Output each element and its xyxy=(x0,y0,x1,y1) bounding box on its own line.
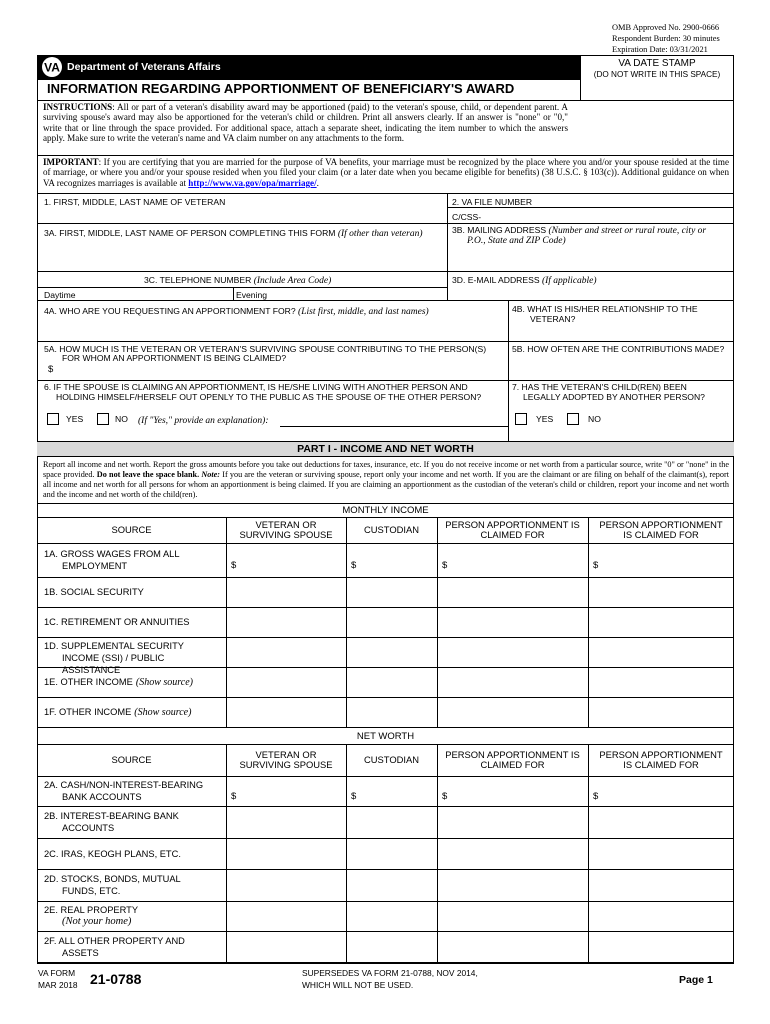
income-person-col-header xyxy=(437,520,588,541)
column-header-line: PERSON APPORTIONMENT IS xyxy=(445,748,580,760)
agency-name: Department of Veterans Affairs xyxy=(67,61,221,73)
row-label-line: INCOME (SSI) / PUBLIC ASSISTANCE xyxy=(62,653,165,675)
divider xyxy=(37,503,734,504)
networth-amount-input[interactable] xyxy=(590,933,732,961)
income-dollar-sign: $ xyxy=(593,560,599,571)
instructions-label: INSTRUCTIONS xyxy=(43,102,113,112)
row-rule xyxy=(37,667,734,668)
part1-title: PART I - INCOME AND NET WORTH xyxy=(297,443,474,455)
important-body: : If you are certifying that you are married for the purpose of VA benefits, your marriage must be recognized by the place where you and/or your spouse resided at the time of marriage, or where you and/or your spouse resided when you filed your claim (or a later date when you became eligible for benefits) (38 U.S.C. § 103(c)). Additional guidance on when VA recognizes marriages is available at xyxy=(43,157,729,188)
row-rule xyxy=(37,697,734,698)
footer-date: MAR 2018 xyxy=(38,980,78,990)
column-header-line: CUSTODIAN xyxy=(363,753,420,765)
field-5b-input[interactable] xyxy=(511,356,731,376)
part1-intro: Report all income and net worth. Report the gross amounts before you take out deductions for taxes, insurance, etc. If you do not receive income or net worth from a particular source, write "0" or "none" in the space provided. Do not leave the space blank. Note: If you are the veteran or surviving spouse, report only your income and net worth. If you are the claimant or are filing on behalf of the claimant(s), report all income and net worth for all persons for whom an apportionment is being claimed. If you are claiming an apportionment as the custodian of the veteran's child or children, report your income and net worth and the income and net worth of the child(ren). xyxy=(43,460,729,499)
instructions-text xyxy=(43,102,568,144)
divider xyxy=(37,271,734,272)
field-2-input[interactable] xyxy=(490,210,730,222)
networth-amount-input[interactable] xyxy=(228,933,344,961)
row-label-line: 2B. INTEREST-BEARING BANK xyxy=(44,811,179,821)
header-rule xyxy=(37,776,734,777)
column-header-line: VETERAN OR xyxy=(255,518,317,530)
column-header-line: PERSON APPORTIONMENT xyxy=(599,748,723,760)
column-header-line: PERSON APPORTIONMENT IS xyxy=(445,518,580,530)
field-6-label: 6. IF THE SPOUSE IS CLAIMING AN APPORTIONMENT, IS HE/SHE LIVING WITH ANOTHER PERSON AND xyxy=(44,382,468,392)
networth-row-label xyxy=(44,873,224,897)
row-rule xyxy=(37,637,734,638)
row-label-line: 1B. SOCIAL SECURITY xyxy=(44,587,144,597)
field-7-no-checkbox[interactable] xyxy=(567,413,579,425)
income-amount-input[interactable] xyxy=(348,579,435,605)
income-amount-input[interactable] xyxy=(439,699,586,725)
income-row-label xyxy=(44,616,224,628)
row-label-line: 2C. IRAS, KEOGH PLANS, ETC. xyxy=(44,848,181,859)
svg-text:VA: VA xyxy=(44,60,60,75)
income-row-label xyxy=(44,706,224,719)
networth-row-label xyxy=(44,935,224,959)
row-rule xyxy=(37,577,734,578)
divider xyxy=(37,380,734,381)
field-2-label: 2. VA FILE NUMBER xyxy=(452,197,533,207)
networth-dollar-sign: $ xyxy=(442,791,448,802)
field-4b-label-2: VETERAN? xyxy=(530,314,576,324)
field-5a-dollar: $ xyxy=(48,364,54,375)
divider xyxy=(37,341,734,342)
income-amount-input[interactable] xyxy=(590,579,732,605)
field-6-explanation-label: (If "Yes," provide an explanation): xyxy=(138,416,269,426)
row-label-line: FUNDS, ETC. xyxy=(62,886,121,896)
field-2-prefix: C/CSS- xyxy=(452,212,482,222)
divider xyxy=(447,193,448,300)
networth-amount-input[interactable] xyxy=(348,933,435,961)
income-row-label xyxy=(44,586,224,598)
income-amount-input[interactable] xyxy=(590,609,732,635)
stamp-note: (DO NOT WRITE IN THIS SPACE) xyxy=(593,70,721,79)
field-5a-label: 5A. HOW MUCH IS THE VETERAN OR VETERAN'S SURVIVING SPOUSE CONTRIBUTING TO THE PERSON(S) xyxy=(44,344,487,354)
net-worth-header: NET WORTH xyxy=(356,731,415,742)
networth-amount-input[interactable] xyxy=(590,871,732,899)
row-label-line: BANK ACCOUNTS xyxy=(62,792,142,802)
networth-amount-input[interactable] xyxy=(439,778,586,804)
field-5b-label: 5B. HOW OFTEN ARE THE CONTRIBUTIONS MADE? xyxy=(512,344,725,354)
income-amount-input[interactable] xyxy=(348,639,435,665)
income-amount-input[interactable] xyxy=(439,579,586,605)
email-input[interactable] xyxy=(450,287,730,299)
divider xyxy=(233,287,234,300)
field-4a-input[interactable] xyxy=(40,318,505,338)
omb-block xyxy=(612,22,720,55)
daytime-phone-input[interactable] xyxy=(80,288,230,299)
field-5a-label-2: FOR WHOM AN APPORTIONMENT IS BEING CLAIMED? xyxy=(62,353,287,363)
stamp-title: VA DATE STAMP xyxy=(618,58,696,69)
row-rule xyxy=(37,869,734,870)
income-amount-input[interactable] xyxy=(348,609,435,635)
column-header-line: CLAIMED FOR xyxy=(480,529,545,540)
networth-amount-input[interactable] xyxy=(348,840,435,867)
networth-amount-input[interactable] xyxy=(439,808,586,836)
row-label-line: 2F. ALL OTHER PROPERTY AND xyxy=(44,936,185,946)
divider xyxy=(447,207,734,208)
networth-dollar-sign: $ xyxy=(231,791,237,802)
monthly-income-header: MONTHLY INCOME xyxy=(342,505,429,516)
networth-amount-input[interactable] xyxy=(439,840,586,867)
income-amount-input[interactable] xyxy=(348,669,435,695)
income-amount-input[interactable] xyxy=(228,579,344,605)
field-3a-label: 3A. FIRST, MIDDLE, LAST NAME OF PERSON COMPLETING THIS FORM (If other than veteran) xyxy=(44,228,423,239)
important-rule xyxy=(37,193,734,194)
divider xyxy=(37,223,734,224)
row-label-line: 2A. CASH/NON-INTEREST-BEARING xyxy=(44,780,204,790)
networth-row-label xyxy=(44,904,224,928)
footer-va-form: VA FORM xyxy=(38,968,76,978)
networth-amount-input[interactable] xyxy=(228,871,344,899)
row-label-line: 2D. STOCKS, BONDS, MUTUAL xyxy=(44,874,181,884)
field-6-explanation-input[interactable] xyxy=(280,412,506,425)
income-amount-input[interactable] xyxy=(228,639,344,665)
field-3c-label: 3C. TELEPHONE NUMBER (Include Area Code) xyxy=(144,275,332,286)
column-header-line: VETERAN OR xyxy=(255,748,317,760)
row-label-note: (Show source) xyxy=(135,677,193,688)
important-label: IMPORTANT xyxy=(43,157,99,167)
field-1-input[interactable] xyxy=(40,208,445,221)
field-1-label: 1. FIRST, MIDDLE, LAST NAME OF VETERAN xyxy=(44,197,226,207)
income-amount-input[interactable] xyxy=(228,609,344,635)
networth-source-col-header xyxy=(37,755,226,766)
row-label-line: 1D. SUPPLEMENTAL SECURITY xyxy=(44,641,185,651)
income-dollar-sign: $ xyxy=(231,560,237,571)
instructions-body: : All or part of a veteran's disability award may be apportioned (paid) to the veteran's spouse, child, or dependent parent. A surviving spouse's award may also be apportioned for the veteran's child or children. Print all answers clearly. If an answer is "none" or "0," write that or line through the space provided. For additional space, attach a separate sheet, indicating the item number to which the answers apply. Make sure to write the veteran's name and VA claim number on any attachments to the form. xyxy=(43,102,568,144)
divider xyxy=(508,380,509,441)
row-rule xyxy=(37,901,734,902)
networth-amount-input[interactable] xyxy=(228,903,344,929)
row-label-line: ACCOUNTS xyxy=(62,823,115,833)
title-rule xyxy=(37,100,734,101)
marriage-link[interactable]: http://www.va.gov/opa/marriage/ xyxy=(188,177,317,188)
row-label-line: (Not your home) xyxy=(62,916,132,927)
divider xyxy=(37,744,734,745)
row-label-note: (Show source) xyxy=(134,707,192,718)
row-label-line: 2E. REAL PROPERTY xyxy=(44,905,139,915)
income-amount-input[interactable] xyxy=(348,699,435,725)
instructions-rule xyxy=(37,155,734,156)
field-6-explanation-line xyxy=(280,426,508,427)
income-row-label xyxy=(44,640,224,676)
row-rule xyxy=(37,931,734,932)
income-row-label xyxy=(44,676,224,689)
networth-amount-input[interactable] xyxy=(348,871,435,899)
income-amount-input[interactable] xyxy=(348,545,435,575)
daytime-label: Daytime xyxy=(44,290,76,300)
divider xyxy=(37,300,734,301)
field-7-yes-label: YES xyxy=(536,414,554,424)
form-number: 21-0788 xyxy=(90,971,142,987)
income-amount-input[interactable] xyxy=(590,699,732,725)
networth-amount-input[interactable] xyxy=(590,778,732,804)
header-rule xyxy=(37,543,734,544)
supersedes-note: SUPERSEDES VA FORM 21-0788, NOV 2014, xyxy=(302,968,478,978)
row-label-text: 1F. OTHER INCOME xyxy=(44,707,132,717)
networth-amount-input[interactable] xyxy=(439,871,586,899)
field-3d-label: 3D. E-MAIL ADDRESS (If applicable) xyxy=(452,275,597,286)
field-6-yes-label: YES xyxy=(66,414,84,424)
field-6-no-label: NO xyxy=(115,414,128,424)
field-5a-input[interactable] xyxy=(60,364,500,377)
column-divider xyxy=(437,517,438,727)
income-dollar-sign: $ xyxy=(351,560,357,571)
networth-amount-input[interactable] xyxy=(228,778,344,804)
networth-veteran-col-header xyxy=(226,750,346,771)
field-6-yes-checkbox[interactable] xyxy=(47,413,59,425)
field-4a-label: 4A. WHO ARE YOU REQUESTING AN APPORTIONMENT FOR? (List first, middle, and last names) xyxy=(44,306,429,317)
column-divider xyxy=(226,517,227,727)
row-rule xyxy=(37,727,734,728)
field-4b-label: 4B. WHAT IS HIS/HER RELATIONSHIP TO THE xyxy=(512,304,698,314)
va-seal-icon xyxy=(40,56,64,78)
column-header-line: IS CLAIMED FOR xyxy=(623,529,699,540)
respondent-burden: Respondent Burden: 30 minutes xyxy=(612,34,720,43)
field-3b-label: 3B. MAILING ADDRESS (Number and street or rural route, city or xyxy=(452,225,707,236)
page-number: Page 1 xyxy=(679,974,713,986)
income-source-col-header xyxy=(37,525,226,536)
row-rule xyxy=(37,963,734,964)
networth-amount-input[interactable] xyxy=(228,808,344,836)
networth-row-label xyxy=(44,779,224,803)
networth-row-label xyxy=(44,848,224,860)
income-person-col-header-2 xyxy=(588,520,734,541)
field-7-yes-checkbox[interactable] xyxy=(515,413,527,425)
divider xyxy=(37,517,734,518)
column-header-line: SURVIVING SPOUSE xyxy=(239,759,333,770)
important-text: IMPORTANT: If you are certifying that you are married for the purpose of VA benefits, your marriage must be recognized by the place where you and/or your spouse resided at the time of marriage, or where you and/or your spouse resided when you filed your claim (or a later date when you became eligible for benefits) (38 U.S.C. § 103(c)). Additional guidance on when VA recognizes marriages is available at http://www.va.gov/opa/marriage/. xyxy=(43,157,729,188)
income-amount-input[interactable] xyxy=(228,669,344,695)
column-header-line: SURVIVING SPOUSE xyxy=(239,529,333,540)
evening-label: Evening xyxy=(236,290,268,300)
income-row-label xyxy=(44,548,224,572)
column-header-line: CLAIMED FOR xyxy=(480,759,545,770)
income-amount-input[interactable] xyxy=(228,699,344,725)
networth-amount-input[interactable] xyxy=(590,903,732,929)
divider xyxy=(508,300,509,380)
networth-amount-input[interactable] xyxy=(228,840,344,867)
networth-person-col-header-2 xyxy=(588,750,734,771)
networth-custodian-col-header xyxy=(346,755,437,766)
row-rule xyxy=(37,607,734,608)
row-label-line: 1C. RETIREMENT OR ANNUITIES xyxy=(44,617,190,627)
field-3b-note: P.O., State and ZIP Code) xyxy=(467,236,566,246)
field-7-no-label: NO xyxy=(588,414,601,424)
row-label-line: ASSETS xyxy=(62,948,99,958)
income-amount-input[interactable] xyxy=(590,669,732,695)
row-label-line: 1A. GROSS WAGES FROM ALL xyxy=(44,549,180,559)
column-header-line: PERSON APPORTIONMENT xyxy=(599,518,723,530)
row-rule xyxy=(37,806,734,807)
supersedes-note-2: WHICH WILL NOT BE USED. xyxy=(302,980,414,990)
networth-amount-input[interactable] xyxy=(348,808,435,836)
column-header-line: CUSTODIAN xyxy=(363,523,420,535)
row-rule xyxy=(37,838,734,839)
column-header-line: IS CLAIMED FOR xyxy=(623,759,699,770)
networth-dollar-sign: $ xyxy=(351,791,357,802)
income-amount-input[interactable] xyxy=(590,545,732,575)
income-amount-input[interactable] xyxy=(590,639,732,665)
row-label-line: EMPLOYMENT xyxy=(62,561,128,571)
income-dollar-sign: $ xyxy=(442,560,448,571)
networth-person-col-header xyxy=(437,750,588,771)
networth-amount-input[interactable] xyxy=(439,933,586,961)
networth-amount-input[interactable] xyxy=(348,778,435,804)
income-amount-input[interactable] xyxy=(228,545,344,575)
column-divider xyxy=(346,517,347,727)
networth-amount-input[interactable] xyxy=(348,903,435,929)
income-veteran-col-header xyxy=(226,520,346,541)
evening-phone-input[interactable] xyxy=(275,288,445,299)
income-amount-input[interactable] xyxy=(439,669,586,695)
field-6-no-checkbox[interactable] xyxy=(97,413,109,425)
income-custodian-col-header xyxy=(346,525,437,536)
field-3a-input[interactable] xyxy=(40,242,445,269)
column-divider xyxy=(588,517,589,727)
income-amount-input[interactable] xyxy=(439,609,586,635)
column-header-line: SOURCE xyxy=(111,753,152,765)
row-label-line xyxy=(44,706,224,719)
networth-row-label xyxy=(44,810,224,834)
income-amount-input[interactable] xyxy=(439,639,586,665)
field-7-label-2: LEGALLY ADOPTED BY ANOTHER PERSON? xyxy=(523,392,705,402)
field-7-label: 7. HAS THE VETERAN'S CHILD(REN) BEEN xyxy=(512,382,687,392)
networth-dollar-sign: $ xyxy=(593,791,599,802)
form-title: INFORMATION REGARDING APPORTIONMENT OF BENEFICIARY'S AWARD xyxy=(47,81,515,96)
networth-amount-input[interactable] xyxy=(439,903,586,929)
field-4b-input[interactable] xyxy=(511,326,731,340)
omb-number: OMB Approved No. 2900-0666 xyxy=(612,23,720,32)
field-3b-input[interactable] xyxy=(450,248,730,270)
column-header-line: SOURCE xyxy=(111,523,152,535)
income-amount-input[interactable] xyxy=(439,545,586,575)
row-label-line xyxy=(44,676,224,689)
networth-amount-input[interactable] xyxy=(590,840,732,867)
field-6-label-2: HOLDING HIMSELF/HERSELF OUT OPENLY TO THE PUBLIC AS THE SPOUSE OF THE OTHER PERSON? xyxy=(56,392,482,402)
networth-amount-input[interactable] xyxy=(590,808,732,836)
expiration-date: Expiration Date: 03/31/2021 xyxy=(612,45,708,54)
row-label-text: 1E. OTHER INCOME xyxy=(44,677,133,687)
